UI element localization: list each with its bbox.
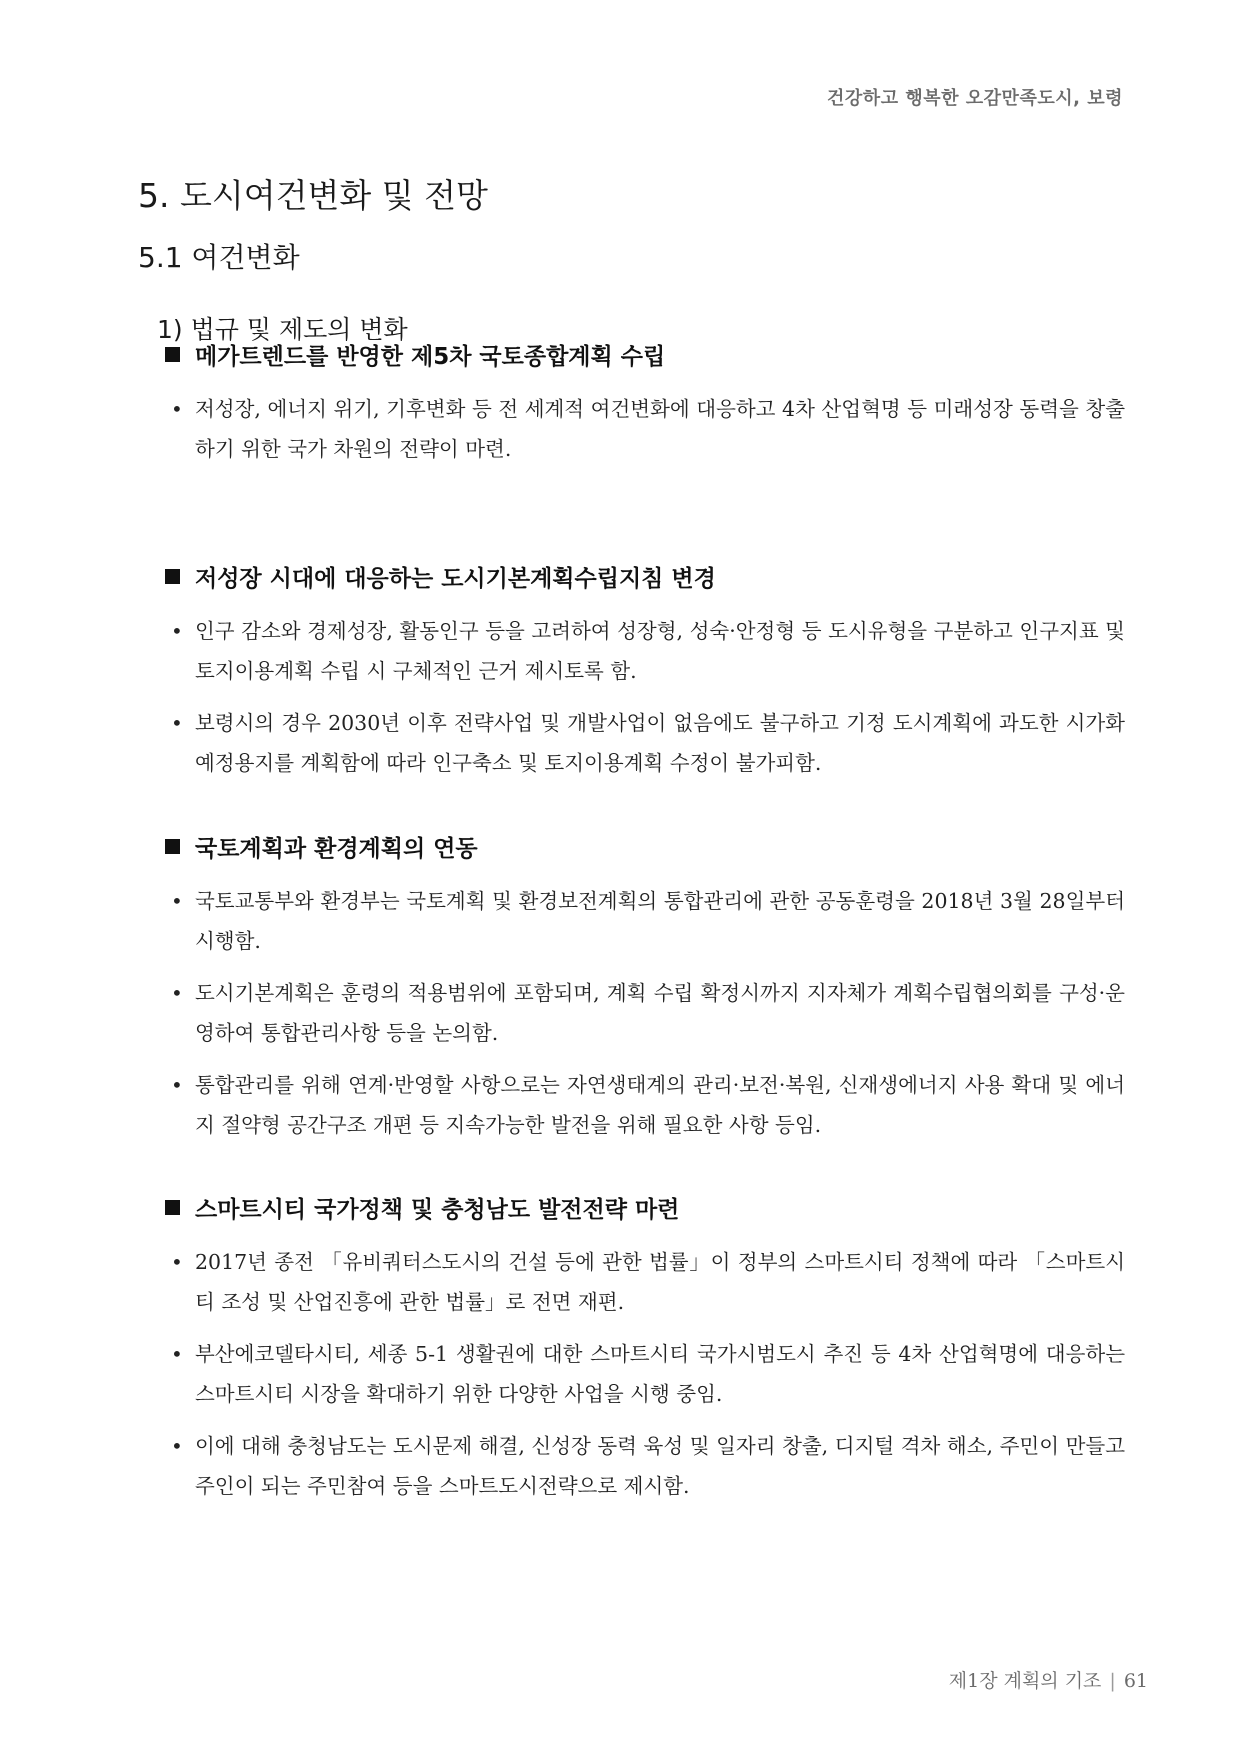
section-smart-city (165, 1191, 1125, 1518)
section-title-text: 메가트렌드를 반영한 제5차 국토종합계획 수립 (195, 344, 666, 370)
list-item-text: 이에 대해 충청남도는 도시문제 해결, 신성장 동력 육성 및 일자리 창출, 디지털 격차 해소, 주민이 만들고 주인이 되는 주민참여 등을 스마트도시전략으로 제시함. (195, 1434, 1125, 1498)
section-5th-national-plan (165, 338, 1125, 481)
square-bullet-icon (165, 569, 180, 584)
list-item (165, 389, 1125, 469)
bullet-list (165, 881, 1125, 1145)
section-guideline-change (165, 560, 1125, 795)
square-bullet-icon (165, 1200, 180, 1215)
list-item-text: 보령시의 경우 2030년 이후 전략사업 및 개발사업이 없음에도 불구하고 기정 도시계획에 과도한 시가화예정용지를 계획함에 따라 인구축소 및 토지이용계획 수정이 불가피함. (195, 711, 1125, 775)
bullet-dot-icon: • (171, 1073, 183, 1097)
section-title (165, 830, 1125, 863)
bullet-dot-icon: • (171, 619, 183, 643)
bullet-dot-icon: • (171, 889, 183, 913)
bullet-list (165, 1242, 1125, 1506)
bullet-dot-icon: • (171, 397, 183, 421)
bullet-dot-icon: • (171, 981, 183, 1005)
bullet-list (165, 389, 1125, 469)
bullet-dot-icon: • (171, 1250, 183, 1274)
list-item-text: 부산에코델타시티, 세종 5-1 생활권에 대한 스마트시티 국가시범도시 추진 등 4차 산업혁명에 대응하는 스마트시티 시장을 확대하기 위한 다양한 사업을 시행 중임. (195, 1342, 1125, 1406)
bullet-dot-icon: • (171, 711, 183, 735)
chapter-heading: 5. 도시여건변화 및 전망 (138, 176, 488, 215)
section-title (165, 1191, 1125, 1224)
list-item (165, 881, 1125, 961)
page-footer (949, 1666, 1148, 1693)
subsection-heading: 5.1 여건변화 (138, 241, 300, 274)
list-item (165, 1242, 1125, 1322)
list-item-text: 2017년 종전 「유비쿼터스도시의 건설 등에 관한 법률」이 정부의 스마트시티 정책에 따라 「스마트시티 조성 및 산업진흥에 관한 법률」로 전면 재편. (195, 1250, 1125, 1314)
footer-chapter-label: 제1장 계획의 기조 (948, 1670, 1102, 1692)
list-item (165, 1426, 1125, 1506)
list-item (165, 1065, 1125, 1145)
section-title-text: 저성장 시대에 대응하는 도시기본계획수립지침 변경 (195, 566, 716, 592)
square-bullet-icon (165, 347, 180, 362)
bullet-list (165, 611, 1125, 783)
section-plan-linkage (165, 830, 1125, 1157)
section-title (165, 338, 1125, 371)
bullet-dot-icon: • (171, 1434, 183, 1458)
section-title (165, 560, 1125, 593)
list-item (165, 703, 1125, 783)
section-title-text: 스마트시티 국가정책 및 충청남도 발전전략 마련 (195, 1197, 680, 1223)
subsubsection-heading: 1) 법규 및 제도의 변화 (157, 315, 408, 344)
footer-separator: | (1109, 1670, 1116, 1692)
list-item-text: 도시기본계획은 훈령의 적용범위에 포함되며, 계획 수립 확정시까지 지자체가 계획수립협의회를 구성·운영하여 통합관리사항 등을 논의함. (195, 981, 1125, 1045)
list-item (165, 973, 1125, 1053)
bullet-dot-icon: • (171, 1342, 183, 1366)
page-number: 61 (1123, 1670, 1148, 1692)
running-header: 건강하고 행복한 오감만족도시, 보령 (827, 88, 1123, 109)
list-item-text: 통합관리를 위해 연계·반영할 사항으로는 자연생태계의 관리·보전·복원, 신재생에너지 사용 확대 및 에너지 절약형 공간구조 개편 등 지속가능한 발전을 위해 필요한 사항 등임. (195, 1073, 1125, 1137)
list-item (165, 611, 1125, 691)
list-item-text: 국토교통부와 환경부는 국토계획 및 환경보전계획의 통합관리에 관한 공동훈령을 2018년 3월 28일부터 시행함. (195, 889, 1125, 953)
section-title-text: 국토계획과 환경계획의 연동 (195, 836, 478, 862)
list-item-text: 인구 감소와 경제성장, 활동인구 등을 고려하여 성장형, 성숙·안정형 등 도시유형을 구분하고 인구지표 및 토지이용계획 수립 시 구체적인 근거 제시토록 함. (195, 619, 1125, 683)
square-bullet-icon (165, 839, 180, 854)
list-item (165, 1334, 1125, 1414)
list-item-text: 저성장, 에너지 위기, 기후변화 등 전 세계적 여건변화에 대응하고 4차 산업혁명 등 미래성장 동력을 창출하기 위한 국가 차원의 전략이 마련. (195, 397, 1125, 461)
